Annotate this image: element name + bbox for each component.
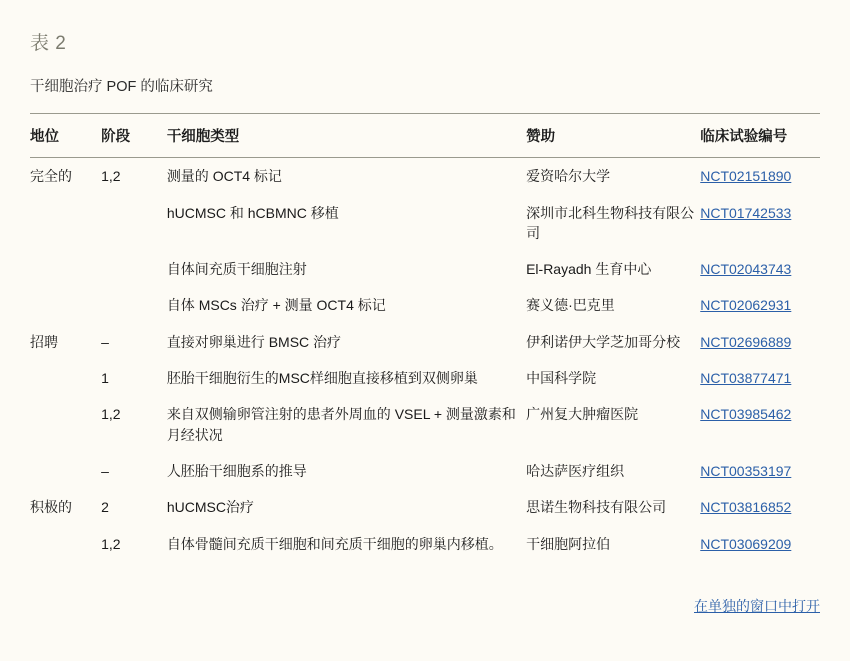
cell-status <box>30 287 101 323</box>
cell-phase <box>101 195 167 252</box>
cell-trial-id <box>700 526 820 562</box>
footer-link-container <box>30 596 820 616</box>
cell-phase <box>101 287 167 323</box>
nct-link[interactable]: NCT02151890 <box>700 168 792 185</box>
cell-phase: 1,2 <box>101 406 121 423</box>
nct-link[interactable]: NCT03816852 <box>700 499 792 516</box>
cell-phase: – <box>101 462 109 479</box>
cell-cell-type: 胚胎干细胞衍生的MSC样细胞直接移植到双侧卵巢 <box>166 370 478 387</box>
cell-phase: 1,2 <box>101 535 121 552</box>
cell-trial-id <box>700 453 820 489</box>
open-in-new-window-link[interactable]: 在单独的窗口中打开 <box>694 597 820 614</box>
table-body <box>30 158 820 562</box>
cell-trial-id <box>700 360 820 396</box>
cell-trial-id <box>700 396 820 453</box>
cell-cell-type: 直接对卵巢进行 BMSC 治疗 <box>166 333 342 350</box>
cell-cell-type: 来自双侧输卵管注射的患者外周血的 VSEL + 测量激素和月经状况 <box>166 406 516 443</box>
table-row <box>30 195 820 252</box>
nct-link[interactable]: NCT01742533 <box>700 204 792 221</box>
cell-sponsor: 伊利诺伊大学芝加哥分校 <box>526 333 681 350</box>
cell-cell-type: 人胚胎干细胞系的推导 <box>166 462 307 479</box>
clinical-studies-table <box>30 113 820 562</box>
cell-status <box>30 453 101 489</box>
column-header-sponsor: 赞助 <box>526 114 700 158</box>
cell-sponsor: El-Rayadh 生育中心 <box>526 261 652 278</box>
table-row <box>30 158 820 195</box>
table-row <box>30 489 820 525</box>
cell-trial-id <box>700 195 820 252</box>
table-header <box>30 114 820 158</box>
cell-cell-type: 测量的 OCT4 标记 <box>166 168 282 185</box>
nct-link[interactable]: NCT02696889 <box>700 333 792 350</box>
cell-status <box>30 195 101 252</box>
cell-sponsor: 哈达萨医疗组织 <box>526 462 625 479</box>
cell-status: 积极的 <box>30 499 72 516</box>
table-row <box>30 360 820 396</box>
cell-trial-id <box>700 324 820 360</box>
cell-status: 完全的 <box>30 168 72 185</box>
cell-status <box>30 360 101 396</box>
cell-trial-id <box>700 158 820 195</box>
cell-status <box>30 251 101 287</box>
table-row <box>30 287 820 323</box>
cell-status: 招聘 <box>30 333 58 350</box>
cell-phase: – <box>101 333 109 350</box>
cell-phase <box>101 251 167 287</box>
cell-cell-type: 自体 MSCs 治疗 + 测量 OCT4 标记 <box>166 297 386 314</box>
cell-cell-type: hUCMSC治疗 <box>166 499 254 516</box>
cell-sponsor: 广州复大肿瘤医院 <box>526 406 639 423</box>
column-header-cell-type: 干细胞类型 <box>167 114 526 158</box>
column-header-status: 地位 <box>30 114 101 158</box>
nct-link[interactable]: NCT00353197 <box>700 462 792 479</box>
nct-link[interactable]: NCT02062931 <box>700 297 792 314</box>
cell-sponsor: 赛义德·巴克里 <box>526 297 615 314</box>
cell-trial-id <box>700 489 820 525</box>
column-header-trial-id: 临床试验编号 <box>700 114 820 158</box>
cell-status <box>30 396 101 453</box>
table-row <box>30 324 820 360</box>
cell-cell-type: 自体间充质干细胞注射 <box>166 261 307 278</box>
cell-sponsor: 深圳市北科生物科技有限公司 <box>526 204 695 241</box>
cell-sponsor: 思诺生物科技有限公司 <box>526 499 667 516</box>
table-row <box>30 396 820 453</box>
cell-cell-type: 自体骨髓间充质干细胞和间充质干细胞的卵巢内移植。 <box>166 535 503 552</box>
table-row <box>30 251 820 287</box>
cell-cell-type: hUCMSC 和 hCBMNC 移植 <box>166 204 339 221</box>
nct-link[interactable]: NCT03985462 <box>700 406 792 423</box>
cell-trial-id <box>700 251 820 287</box>
cell-sponsor: 爱资哈尔大学 <box>526 168 611 185</box>
nct-link[interactable]: NCT03877471 <box>700 370 792 387</box>
table-caption: 干细胞治疗 POF 的临床研究 <box>30 79 213 95</box>
cell-phase: 1,2 <box>101 168 121 185</box>
cell-trial-id <box>700 287 820 323</box>
table-header-row <box>30 114 820 158</box>
cell-phase: 1 <box>101 370 109 387</box>
cell-phase: 2 <box>101 499 109 516</box>
table-row <box>30 526 820 562</box>
cell-sponsor: 中国科学院 <box>526 370 597 387</box>
cell-sponsor: 干细胞阿拉伯 <box>526 535 611 552</box>
nct-link[interactable]: NCT02043743 <box>700 261 792 278</box>
cell-status <box>30 526 101 562</box>
table-label: 表 2 <box>30 33 67 54</box>
table-row <box>30 453 820 489</box>
nct-link[interactable]: NCT03069209 <box>700 535 792 552</box>
column-header-phase: 阶段 <box>101 114 167 158</box>
